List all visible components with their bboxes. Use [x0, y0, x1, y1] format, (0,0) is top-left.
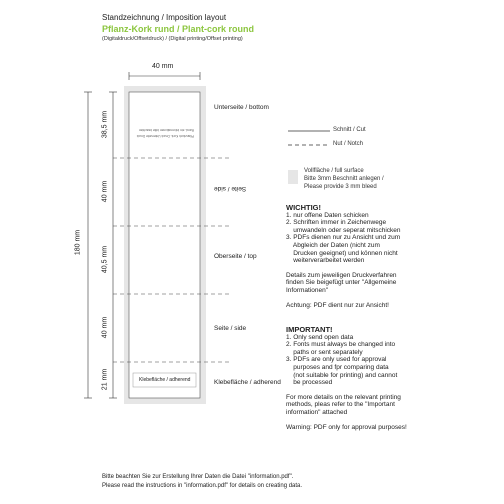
section-side1-label: Seite / side — [214, 185, 247, 192]
footer-de: Bitte beachten Sie zur Erstellung Ihrer Daten die Datei "information.pdf". — [102, 474, 294, 480]
section-top-label: Oberseite / top — [214, 253, 257, 260]
notes-de-details: Details zum jeweiligen Druckverfahren — [286, 271, 397, 279]
notes-de-item: weiterverarbeitet werden — [286, 257, 365, 265]
notes-de-item: 2. Schriften immer in Zeichenwege — [286, 219, 387, 227]
segment-label: 38,5 mm — [101, 110, 109, 139]
notes-en-heading: IMPORTANT! — [286, 325, 333, 334]
product-name: Pflanz-Kork rund / Plant-cork round — [102, 24, 255, 34]
notes-german — [286, 204, 496, 309]
total-height-label: 180 mm — [74, 229, 82, 256]
notes-en-item: 1. Only send open data — [286, 333, 354, 341]
notes-de-details: Informationen" — [286, 286, 329, 294]
legend-full-surface-label: Vollfläche / full surface — [304, 168, 364, 174]
notes-english — [286, 326, 500, 431]
notes-de-item: umwandeln oder seperat mitschicken — [286, 226, 401, 234]
segment-label: 40 mm — [101, 180, 109, 203]
notes-en-item: 2. Fonts must always be changed into — [286, 341, 396, 349]
segment-label: 40,5 mm — [101, 245, 109, 274]
adhesive-box-label: Klebefläche / adherend — [139, 377, 191, 383]
footer-en: Please read the instructions in "information.pdf" for details on creating data. — [102, 483, 303, 489]
svg-text:Rand- ein Informationen bitte: Rand- ein Informationen bitte beachten — [138, 128, 194, 132]
notes-en-warning: Warning: PDF only for approval purposes! — [286, 423, 407, 431]
notes-de-heading: WICHTIG! — [286, 203, 321, 212]
section-side2-label: Seite / side — [214, 325, 247, 332]
notes-de-item: Drucken geeignet) und können nicht — [286, 249, 398, 257]
section-adhesive-label: Klebefläche / adherend — [214, 379, 281, 386]
notes-en-details: information" attached — [286, 408, 348, 416]
page-title: Standzeichnung / Imposition layout — [102, 13, 227, 22]
section-bottom-label: Unterseite / bottom — [214, 104, 269, 111]
notes-en-item: paths or sent separately — [286, 348, 363, 356]
legend-bleed-en: Please provide 3 mm bleed — [304, 184, 377, 190]
notes-de-item: Abgleich der Daten (nicht zum — [286, 241, 380, 249]
notes-en-item: purposes and fpr comparing data — [286, 363, 389, 371]
width-label: 40 mm — [152, 63, 174, 70]
notes-en-item: (not suitable for printing) and cannot — [286, 371, 398, 379]
legend-bleed-de: Bitte 3mm Beschnitt anlegen / — [304, 176, 384, 182]
printing-method: (Digitaldruck/Offsetdruck) / (Digital printing/Offset printing) — [102, 36, 243, 42]
legend-full-surface-swatch — [288, 170, 298, 184]
segment-label: 40 mm — [101, 316, 109, 339]
notes-de-item: 1. nur offene Daten schicken — [286, 211, 369, 219]
notes-en-details: methods, pleas refer to the "Important — [286, 401, 395, 409]
notes-en-details: For more details on the relevant printing — [286, 393, 401, 401]
legend-cut-label: Schnitt / Cut — [333, 127, 366, 133]
notes-de-attention: Achtung: PDF dient nur zur Ansicht! — [286, 301, 389, 309]
segment-label: 21 mm — [101, 368, 109, 391]
svg-text:Pflanzkork Kork- Druck Unterse: Pflanzkork Kork- Druck Unterseite Druck — [136, 134, 194, 138]
notes-en-item: 3. PDFs are only used for approval — [286, 356, 387, 364]
legend-notch-label: Nut / Notch — [333, 141, 364, 147]
notes-en-item: be processed — [286, 379, 333, 387]
notes-de-details: finden Sie beigefügt unter "Allgemeine — [286, 279, 397, 287]
notes-de-item: 3. PDFs dienen nur zu Ansicht und zum — [286, 234, 401, 242]
